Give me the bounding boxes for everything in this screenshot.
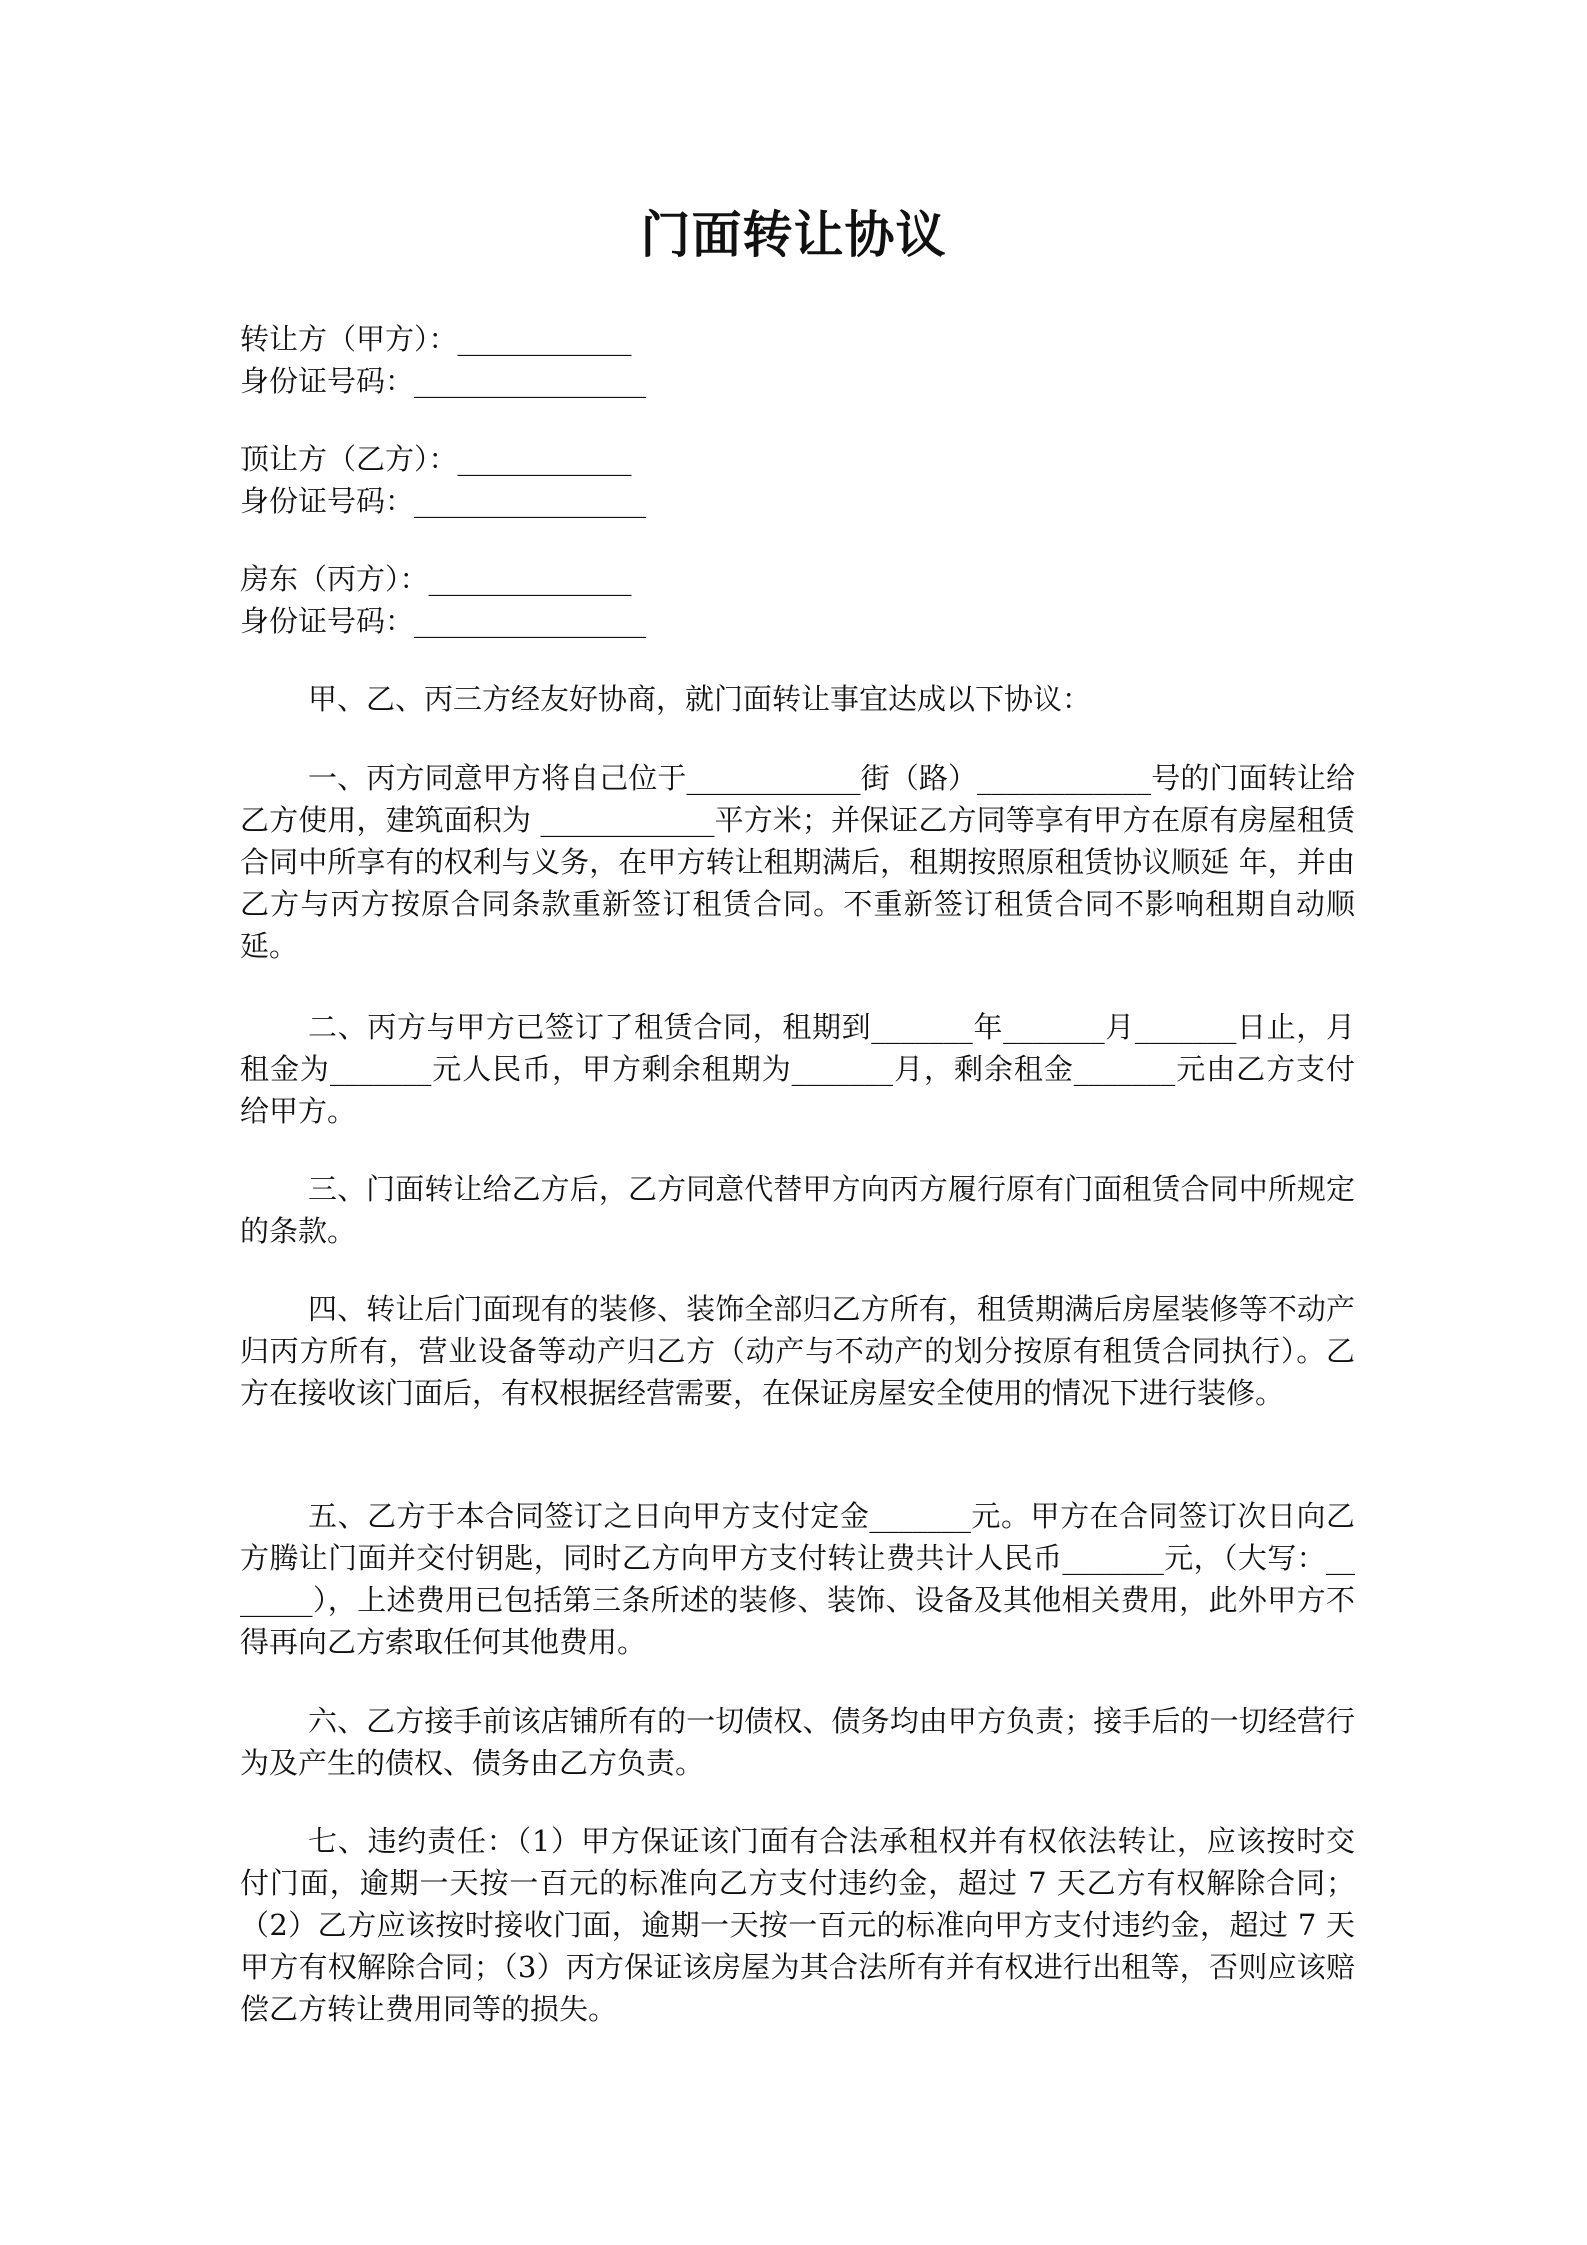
clause-1: 一、丙方同意甲方将自己位于____________街（路）____________号的门面转让给乙方使用，建筑面积为 ____________平方米；并保证乙方同等享有甲方在原有房屋租赁合同中所享有的权利与义务，在甲方转让租期满后，租期按照原租赁协议顺延 年，并由乙方与丙方按原合同条款重新签订租赁合同。不重新签订租赁合同不影响租期自动顺延。	[240, 761, 1355, 963]
transferee-name-line: 顶让方（乙方）：____________	[240, 442, 632, 476]
clause-3: 三、门面转让给乙方后，乙方同意代替甲方向丙方履行原有门面租赁合同中所规定的条款。	[240, 1172, 1355, 1248]
clause-2: 二、丙方与甲方已签订了租赁合同，租期到_______年_______月_______日止，月租金为_______元人民币，甲方剩余租期为_______月，剩余租金_______元由乙方支付给甲方。	[240, 1010, 1355, 1128]
clause-7: 七、违约责任：（1）甲方保证该门面有合法承租权并有权依法转让，应该按时交付门面，逾期一天按一百元的标准向乙方支付违约金，超过 7 天乙方有权解除合同；（2）乙方应该按时接收门面，逾期一天按一百元的标准向甲方支付违约金，超过 7 天甲方有权解除合同；（3）丙方保证该房屋为其合法所有并有权进行出租等，否则应该赔偿乙方转让费用同等的损失。	[240, 1824, 1355, 2026]
intro-paragraph: 甲、乙、丙三方经友好协商，就门面转让事宜达成以下协议：	[308, 682, 1092, 716]
landlord-name-line: 房东（丙方）：______________	[240, 562, 632, 596]
clause-5: 五、乙方于本合同签订之日向甲方支付定金_______元。甲方在合同签订次日向乙方腾让门面并交付钥匙，同时乙方向甲方支付转让费共计人民币_______元，（大写：_______），上述费用已包括第三条所述的装修、装饰、设备及其他相关费用，此外甲方不得再向乙方索取任何其他费用。	[240, 1499, 1355, 1659]
transferee-id-line: 身份证号码：________________	[240, 484, 647, 518]
document-title: 门面转让协议	[640, 205, 947, 264]
landlord-id-line: 身份证号码：________________	[240, 604, 647, 638]
transferor-name-line: 转让方（甲方）：____________	[240, 322, 632, 356]
clause-4: 四、转让后门面现有的装修、装饰全部归乙方所有，租赁期满后房屋装修等不动产归丙方所有，营业设备等动产归乙方（动产与不动产的划分按原有租赁合同执行）。乙方在接收该门面后，有权根据经营需要，在保证房屋安全使用的情况下进行装修。	[240, 1292, 1355, 1410]
clause-6: 六、乙方接手前该店铺所有的一切债权、债务均由甲方负责；接手后的一切经营行为及产生的债权、债务由乙方负责。	[240, 1704, 1355, 1780]
transferor-id-line: 身份证号码：________________	[240, 364, 647, 398]
